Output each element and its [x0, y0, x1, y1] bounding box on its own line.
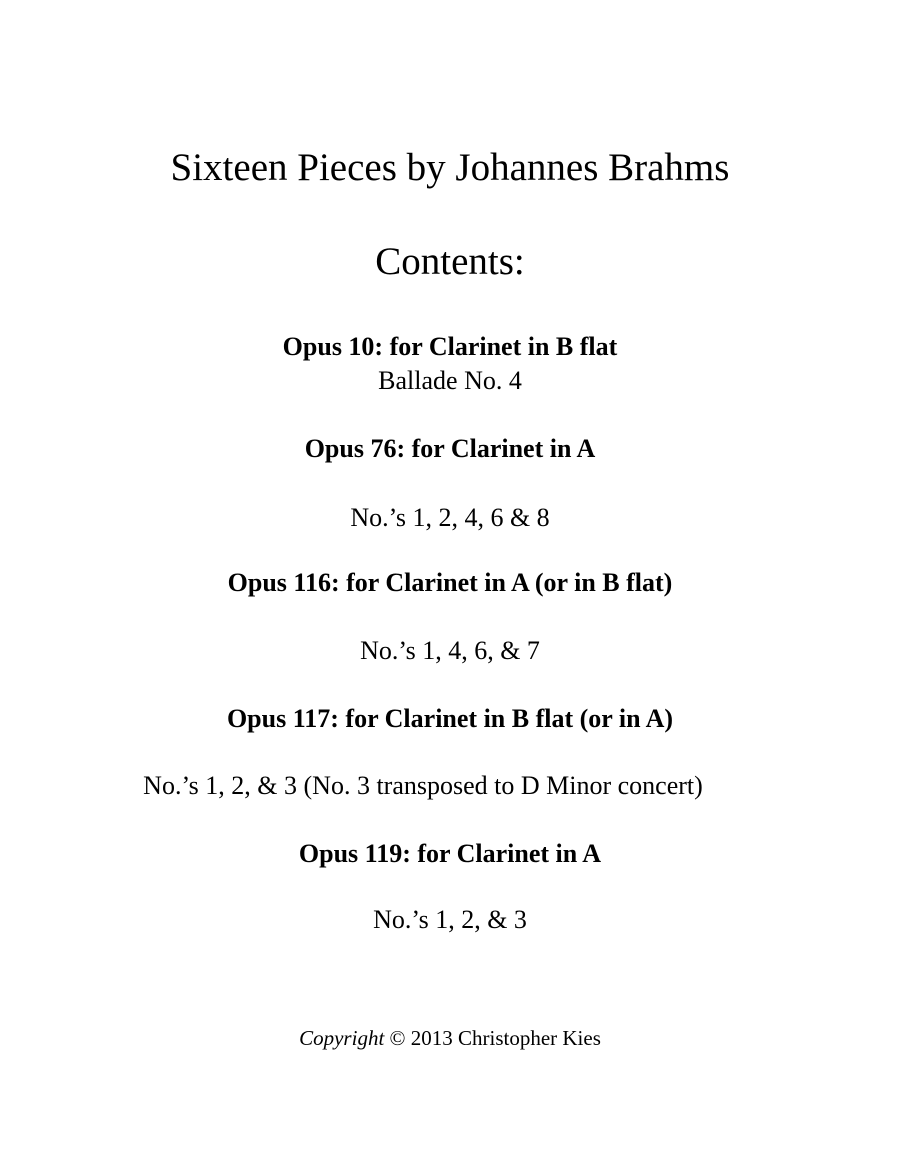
section-items-opus-10: Ballade No. 4 — [378, 366, 522, 395]
section-items-opus-76: No.’s 1, 2, 4, 6 & 8 — [350, 503, 550, 532]
section-heading-opus-119: Opus 119: for Clarinet in A — [298, 839, 602, 868]
document-title: Sixteen Pieces by Johannes Brahms — [170, 146, 730, 189]
contents-label: Contents: — [375, 240, 525, 283]
section-heading-opus-116: Opus 116: for Clarinet in A (or in B flat) — [227, 568, 673, 597]
section-heading-opus-117: Opus 117: for Clarinet in B flat (or in A) — [226, 704, 674, 733]
section-items-opus-116: No.’s 1, 4, 6, & 7 — [360, 636, 540, 665]
copyright-label: Copyright — [299, 1026, 385, 1050]
section-heading-opus-76: Opus 76: for Clarinet in A — [304, 434, 596, 463]
copyright-notice — [0, 1028, 900, 1049]
section-items-opus-117: No.’s 1, 2, & 3 (No. 3 transposed to D Minor concert) — [143, 771, 703, 800]
section-heading-opus-10: Opus 10: for Clarinet in B flat — [282, 332, 618, 361]
copyright-text: © 2013 Christopher Kies — [389, 1026, 601, 1050]
section-items-opus-119: No.’s 1, 2, & 3 — [373, 905, 527, 934]
